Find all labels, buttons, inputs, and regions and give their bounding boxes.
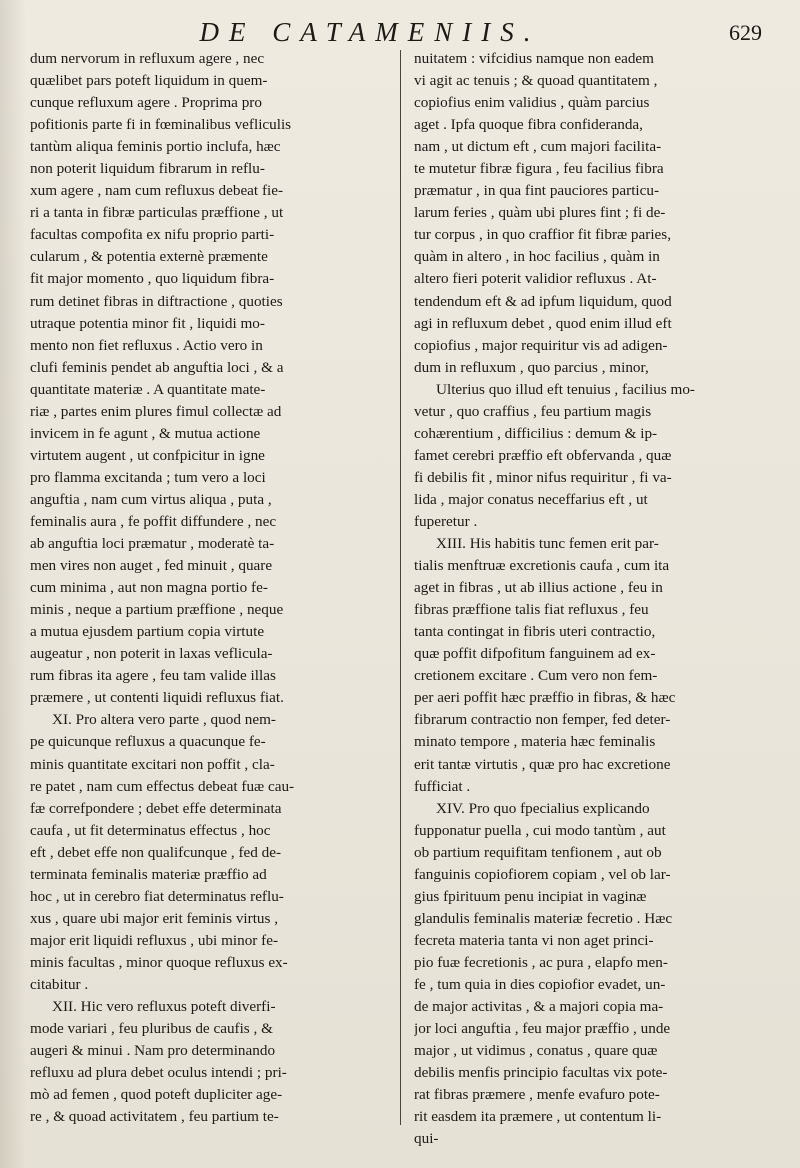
text-line: quæ poffit difpofitum fanguinem ad ex- bbox=[414, 645, 656, 663]
text-line: ob partium requifitam tenfionem , aut ob bbox=[414, 843, 662, 861]
text-line: XIV. Pro quo fpecialius explicando bbox=[436, 799, 650, 817]
text-line: vetur , quo craffius , feu partium magis bbox=[414, 402, 652, 420]
text-line: nuitatem : vifcidius namque non eadem bbox=[414, 50, 654, 67]
text-line: virtutem augent , ut confpicitur in igne bbox=[30, 446, 265, 464]
text-line: re patet , nam cum effectus debeat fuæ cau- bbox=[30, 777, 295, 795]
text-line: præmatur , in qua fint pauciores particu- bbox=[414, 182, 660, 200]
text-line: copiofius , major requiritur vis ad adigen- bbox=[414, 336, 668, 354]
text-line: fæ correfpondere ; debet effe determinata bbox=[30, 799, 282, 817]
text-line: cohærentium , difficilius : demum & ip- bbox=[414, 424, 658, 442]
text-line: mento non fiet refluxus . Actio vero in bbox=[30, 336, 263, 354]
text-line: terminata feminalis materiæ præffio ad bbox=[30, 865, 267, 883]
text-line: mò ad femen , quod poteft dupliciter age- bbox=[30, 1086, 283, 1104]
text-line: cum minima , aut non magna portio fe- bbox=[30, 579, 268, 597]
text-line: pofitionis parte fi in fœminalibus vefliculis bbox=[30, 116, 292, 134]
text-line: de major activitas , & a majori copia ma- bbox=[414, 998, 664, 1016]
text-line: famet cerebri præffio eft obfervanda , quæ bbox=[414, 446, 672, 464]
text-line: debilis menfis principio facultas vix pote- bbox=[414, 1064, 668, 1082]
text-line: copiofius enim validius , quàm parcius bbox=[414, 94, 650, 112]
text-line: augeatur , non poterit in laxas veflicula- bbox=[30, 645, 273, 663]
text-line: quantitate materiæ . A quantitate mate- bbox=[30, 380, 266, 398]
text-line: pio fuæ fecretionis , ac pura , elapfo men- bbox=[414, 953, 668, 971]
text-line: fuperetur . bbox=[414, 512, 478, 530]
text-line: major erit liquidi refluxus , ubi minor fe- bbox=[30, 931, 279, 949]
text-line: larum feries , quàm ubi plures fint ; fi de- bbox=[414, 204, 666, 222]
text-line: re , & quoad activitatem , feu partium te- bbox=[30, 1108, 279, 1126]
text-line: xum agere , nam cum refluxus debeat fie- bbox=[30, 182, 284, 200]
text-line: aget . Ipfa quoque fibra confideranda, bbox=[414, 116, 643, 134]
text-line: qui- bbox=[414, 1130, 439, 1148]
text-line: minis facultas , minor quoque refluxus ex- bbox=[30, 953, 288, 971]
text-line: nam , ut dictum eft , cum majori facilita- bbox=[414, 138, 662, 156]
gutter-shadow bbox=[0, 0, 26, 1168]
text-line: cunque refluxum agere . Proprima pro bbox=[30, 94, 262, 112]
text-line: cularum , & potentia externè præmente bbox=[30, 248, 268, 266]
text-line: non poterit liquidum fibrarum in reflu- bbox=[30, 160, 265, 178]
text-line: men vires non auget , fed minuit , quare bbox=[30, 557, 273, 575]
text-line: jor loci anguftia , feu major præffio , unde bbox=[414, 1020, 671, 1038]
text-line: fe , tum quia in dies copiofior evadet, un- bbox=[414, 975, 666, 993]
text-line: tialis menftruæ excretionis caufa , cum ita bbox=[414, 557, 670, 575]
text-line: XIII. His habitis tunc femen erit par- bbox=[436, 535, 659, 553]
text-line: dum nervorum in refluxum agere , nec bbox=[30, 50, 265, 67]
running-title: DE CATAMENIIS. bbox=[199, 17, 541, 47]
text-line: te mutetur fibræ figura , feu facilius fibra bbox=[414, 160, 664, 178]
text-line: hoc , ut in cerebro fiat determinatus reflu- bbox=[30, 887, 284, 905]
column-divider bbox=[400, 50, 401, 1125]
text-line: dum in refluxum , quo parcius , minor, bbox=[414, 358, 649, 376]
text-line: minis , neque a partium præffione , neque bbox=[30, 601, 284, 619]
text-line: gius fpirituum penu incipiat in vaginæ bbox=[414, 887, 647, 905]
text-line: rum detinet fibras in diftractione , quoties bbox=[30, 292, 283, 310]
text-line: fecreta materia tanta vi non aget princi- bbox=[414, 931, 654, 949]
text-line: citabitur . bbox=[30, 975, 89, 993]
text-line: altero fieri poterit validior refluxus . At- bbox=[414, 270, 657, 288]
text-line: rat fibras præmere , menfe evafuro pote- bbox=[414, 1086, 660, 1104]
text-line: invicem in fe agunt , & mutua actione bbox=[30, 424, 261, 442]
text-line: anguftia , nam cum virtus aliqua , puta , bbox=[30, 490, 272, 508]
text-line: refluxu ad plura debet oculus intendi ; pri- bbox=[30, 1064, 287, 1082]
text-line: præmere , ut contenti liquidi refluxus fiat. bbox=[30, 689, 284, 707]
text-line: ri a tanta in fibræ particulas præffione , ut bbox=[30, 204, 284, 222]
text-line: tur corpus , in quo craffior fit fibræ paries, bbox=[414, 226, 671, 244]
text-line: fibrarum contractio non femper, fed deter- bbox=[414, 711, 671, 729]
text-line: tanta contingat in fibris uteri contractio, bbox=[414, 623, 656, 641]
text-line: mode variari , feu pluribus de caufis , & bbox=[30, 1020, 273, 1038]
text-line: a mutua ejusdem partium copia virtute bbox=[30, 623, 265, 641]
page-number: 629 bbox=[729, 20, 762, 45]
text-line: quàm in altero , in hoc facilius , quàm in bbox=[414, 248, 660, 266]
text-line: rum fibras ita agere , feu tam valide illas bbox=[30, 667, 276, 685]
text-line: vi agit ac tenuis ; & quoad quantitatem , bbox=[414, 72, 658, 90]
text-line: aget in fibras , ut ab illius actione , feu in bbox=[414, 579, 663, 597]
text-line: cretionem excitare . Cum vero non fem- bbox=[414, 667, 658, 685]
text-line: augeri & minui . Nam pro determinando bbox=[30, 1042, 276, 1060]
running-head bbox=[0, 14, 800, 50]
text-line: glandulis feminalis materiæ fecretio . Hæc bbox=[414, 909, 673, 927]
text-line: tendendum eft & ad ipfum liquidum, quod bbox=[414, 292, 672, 310]
text-line: fibras præffione talis fiat refluxus , feu bbox=[414, 601, 649, 619]
text-line: minis quantitate excitari non poffit , cla- bbox=[30, 755, 275, 773]
text-line: agi in refluxum debet , quod enim illud eft bbox=[414, 314, 672, 332]
text-line: fanguinis copiofiorem copiam , vel ob lar- bbox=[414, 865, 671, 883]
text-line: XI. Pro altera vero parte , quod nem- bbox=[52, 711, 276, 729]
text-line: fufficiat . bbox=[414, 777, 471, 795]
text-line: per aeri poffit hæc præffio in fibras, & hæc bbox=[414, 689, 676, 707]
left-column bbox=[30, 48, 382, 1128]
text-line: eft , debet effe non qualifcunque , fed de- bbox=[30, 843, 282, 861]
text-line: feminalis aura , fe poffit diffundere , nec bbox=[30, 512, 277, 530]
text-line: pe quicunque refluxus a quacunque fe- bbox=[30, 733, 266, 751]
text-line: lida , major conatus neceffarius eft , ut bbox=[414, 490, 648, 508]
text-line: ab anguftia loci præmatur , moderatè ta- bbox=[30, 535, 275, 553]
text-line: rit easdem ita præmere , ut contentum li- bbox=[414, 1108, 662, 1126]
text-line: minato tempore , materia hæc feminalis bbox=[414, 733, 656, 751]
text-line: Ulterius quo illud eft tenuius , facilius mo- bbox=[436, 380, 695, 398]
text-line: XII. Hic vero refluxus poteft diverfi- bbox=[52, 998, 276, 1016]
text-line: tantùm aliqua feminis portio inclufa, hæc bbox=[30, 138, 281, 156]
text-line: fi debilis fit , minor nifus requiritur , fi va- bbox=[414, 468, 672, 486]
text-line: erit tantæ virtutis , quæ pro hac excretione bbox=[414, 755, 671, 773]
text-line: major , ut vidimus , conatus , quare quæ bbox=[414, 1042, 658, 1060]
text-line: fupponatur puella , cui modo tantùm , aut bbox=[414, 821, 666, 839]
text-line: pro flamma excitanda ; tum vero a loci bbox=[30, 468, 266, 486]
text-line: quælibet pars poteft liquidum in quem- bbox=[30, 72, 268, 90]
text-line: utraque potentia minor fit , liquidi mo- bbox=[30, 314, 265, 332]
text-line: facultas compofita ex nifu proprio parti- bbox=[30, 226, 275, 244]
right-column bbox=[414, 48, 766, 1150]
text-line: clufi feminis pendet ab anguftia loci , & a bbox=[30, 358, 284, 376]
text-line: xus , quare ubi major erit feminis virtus , bbox=[30, 909, 279, 927]
text-line: caufa , ut fit determinatus effectus , hoc bbox=[30, 821, 271, 839]
text-line: fit major momento , quo liquidum fibra- bbox=[30, 270, 275, 288]
text-line: riæ , partes enim plures fimul collectæ ad bbox=[30, 402, 282, 420]
